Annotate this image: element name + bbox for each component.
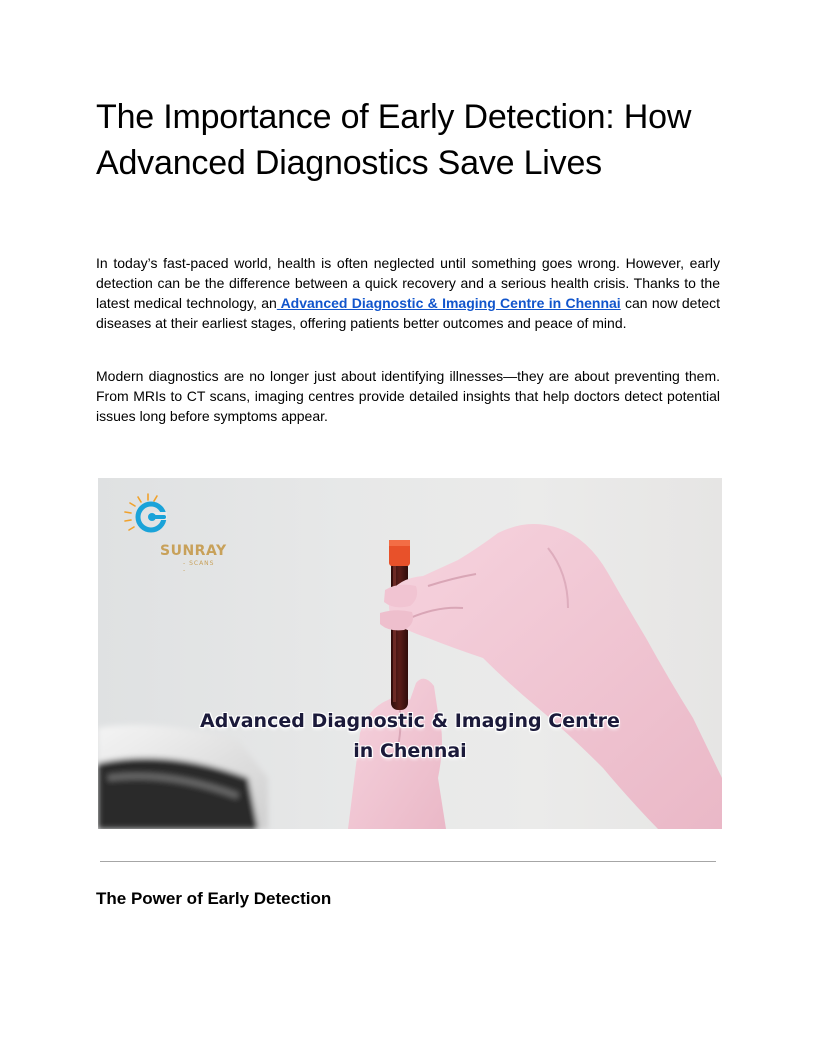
- document-title: The Importance of Early Detection: How Advanced Diagnostics Save Lives: [96, 98, 692, 182]
- logo-sub-text: - SCANS -: [183, 560, 215, 574]
- diagnostic-centre-link[interactable]: Advanced Diagnostic & Imaging Centre in Chennai: [276, 295, 621, 311]
- intro-text-end: can now detect diseases at their earliest stages, offering patients better outcomes and peace of mind.: [96, 295, 721, 331]
- section-heading: The Power of Early Detection: [96, 889, 332, 908]
- intro-paragraph: [96, 253, 720, 333]
- hero-image: [98, 478, 722, 829]
- hero-caption-line1: Advanced Diagnostic & Imaging Centre: [200, 710, 620, 732]
- horizontal-rule: [100, 861, 716, 862]
- hero-caption-line2: in Chennai: [353, 740, 467, 762]
- logo-brand-text: SUNRAY: [160, 543, 227, 559]
- hero-caption: [98, 706, 722, 766]
- sun-logo-icon: [120, 490, 180, 546]
- intro-text-start: In today’s fast-paced world, health is often neglected until something goes wrong. However, early detection can be the difference between a quick recovery and a serious health crisis. Thanks to the latest medical technology, an: [96, 255, 720, 311]
- modern-diagnostics-paragraph: Modern diagnostics are no longer just about identifying illnesses—they are about preventing them. From MRIs to CT scans, imaging centres provide detailed insights that help doctors detect potential issues long before symptoms appear.: [96, 368, 720, 424]
- sunray-logo: [120, 490, 227, 574]
